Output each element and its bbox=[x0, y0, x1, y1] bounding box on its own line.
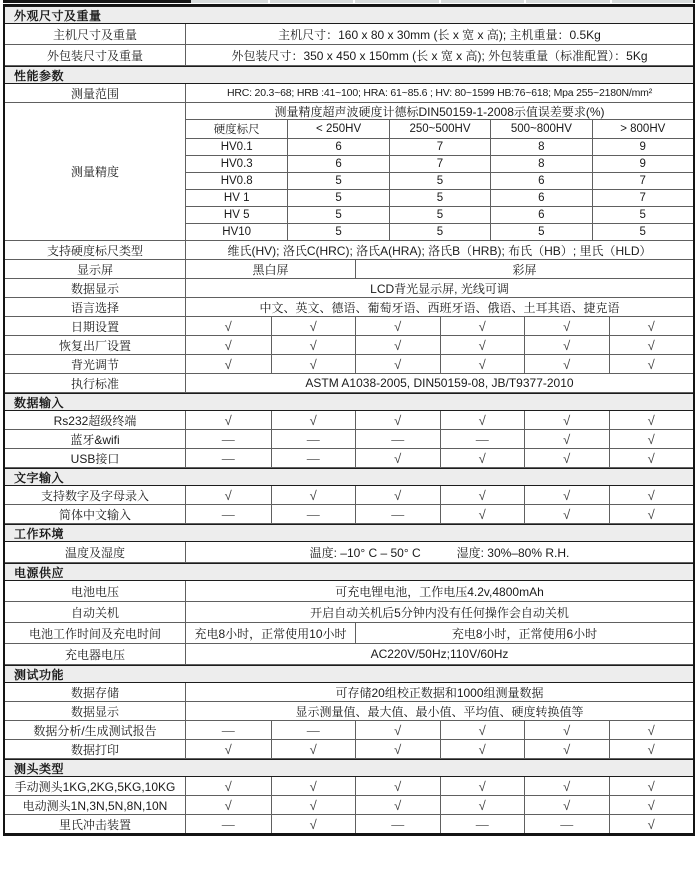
spec-row bbox=[5, 815, 693, 834]
check-mark-cell: √ bbox=[524, 317, 609, 335]
spec-row bbox=[5, 644, 693, 665]
spec-row bbox=[5, 411, 693, 430]
spec-row bbox=[5, 24, 693, 45]
spec-value-cell: 主机尺寸：160 x 80 x 30mm (长 x 宽 x 高); 主机重量：0.5Kg bbox=[278, 27, 601, 42]
spec-row-values bbox=[186, 623, 693, 643]
check-mark-cell: √ bbox=[440, 317, 525, 335]
spec-section-title: 测头类型 bbox=[14, 761, 65, 776]
spec-row bbox=[5, 449, 693, 468]
check-mark-cell: √ bbox=[609, 796, 694, 814]
spec-section-title: 电源供应 bbox=[14, 565, 65, 580]
check-mark-cell: √ bbox=[524, 449, 609, 467]
accuracy-header-cell: 500~800HV bbox=[490, 120, 591, 138]
spec-row-label: 恢复出厂设置 bbox=[5, 336, 186, 354]
check-mark-cell: √ bbox=[271, 486, 356, 504]
spec-row-label: USB接口 bbox=[5, 449, 186, 467]
spec-section-row bbox=[5, 6, 693, 24]
check-mark-cell: √ bbox=[609, 317, 694, 335]
spec-row-values bbox=[186, 602, 693, 622]
check-mark-cell: √ bbox=[524, 411, 609, 429]
dash-cell: — bbox=[221, 431, 235, 447]
accuracy-value-cell: 5 bbox=[592, 207, 693, 223]
check-mark-cell: √ bbox=[355, 486, 440, 504]
spec-value-cell: LCD背光显示屏, 光线可调 bbox=[370, 281, 509, 296]
spec-row bbox=[5, 45, 693, 66]
column-tick bbox=[268, 0, 270, 3]
check-mark-cell: √ bbox=[440, 740, 525, 758]
spec-row-values bbox=[186, 355, 693, 373]
spec-row-label: 测量精度 bbox=[5, 103, 186, 240]
spec-value-cell: 温度: –10° C – 50° C 湿度: 30%–80% R.H. bbox=[309, 545, 570, 560]
check-mark-cell: √ bbox=[224, 356, 232, 372]
check-mark-cell: √ bbox=[609, 449, 694, 467]
spec-row-label: 蓝牙&wifi bbox=[5, 430, 186, 448]
check-mark-cell: √ bbox=[440, 411, 525, 429]
spec-row bbox=[5, 623, 693, 644]
check-mark-cell: √ bbox=[224, 318, 232, 334]
spec-row-values bbox=[186, 430, 693, 448]
accuracy-header-cell: < 250HV bbox=[287, 120, 388, 138]
spec-row bbox=[5, 374, 693, 393]
spec-section-title: 数据输入 bbox=[14, 395, 65, 410]
spec-value-cell: 黑白屏 bbox=[252, 262, 289, 277]
accuracy-value-cell: 7 bbox=[389, 156, 490, 172]
spec-value-cell: ASTM A1038-2005, DIN50159-08, JB/T9377-2010 bbox=[305, 376, 574, 390]
spec-row-label: 数据分析/生成测试报告 bbox=[5, 721, 186, 739]
check-mark-cell: √ bbox=[609, 430, 694, 448]
spec-row-label: 日期设置 bbox=[5, 317, 186, 335]
spec-table bbox=[3, 4, 695, 836]
accuracy-value-cell: 5 bbox=[287, 173, 388, 189]
spec-row-values bbox=[186, 260, 693, 278]
spec-row-values bbox=[186, 542, 693, 562]
spec-value-cell: HRC: 20.3~68; HRB :41~100; HRA: 61~85.6 ; HV: 80~1599 HB:76~618; Mpa 255~2180N/mm² bbox=[226, 87, 653, 99]
check-mark-cell: √ bbox=[524, 355, 609, 373]
spec-value-cell: AC220V/50Hz;110V/60Hz bbox=[370, 647, 509, 661]
spec-value-cell: 充电8小时，正常使用10小时 bbox=[194, 626, 347, 641]
check-mark-cell: √ bbox=[524, 486, 609, 504]
accuracy-scale-cell: HV0.1 bbox=[220, 141, 253, 153]
spec-row bbox=[5, 355, 693, 374]
spec-row-label: 简体中文输入 bbox=[5, 505, 186, 523]
check-mark-cell: √ bbox=[224, 412, 232, 428]
accuracy-value-cell: 6 bbox=[287, 156, 388, 172]
spec-value-cell: 维氏(HV); 洛氏C(HRC); 洛氏A(HRA); 洛氏B（HRB); 布氏（HB）; 里氏（HLD） bbox=[227, 243, 652, 258]
spec-value-cell: 开启自动关机后5分钟内没有任何操作会自动关机 bbox=[310, 605, 569, 620]
spec-row-label: 背光调节 bbox=[5, 355, 186, 373]
accuracy-value-cell: 5 bbox=[287, 190, 388, 206]
spec-row-values bbox=[186, 374, 693, 392]
accuracy-value-cell: 8 bbox=[490, 139, 591, 155]
spec-row bbox=[5, 317, 693, 336]
spec-row-values bbox=[186, 84, 693, 102]
spec-row-values bbox=[186, 777, 693, 795]
check-mark-cell: √ bbox=[609, 355, 694, 373]
check-mark-cell: √ bbox=[524, 796, 609, 814]
spec-row-values bbox=[186, 815, 693, 833]
spec-value-cell: 可充电锂电池，工作电压4.2v,4800mAh bbox=[335, 584, 544, 599]
accuracy-data-row bbox=[186, 223, 693, 240]
spec-row-values bbox=[186, 796, 693, 814]
spec-row-label: 充电器电压 bbox=[5, 644, 186, 664]
spec-row bbox=[5, 298, 693, 317]
spec-value-cell: 中文、英文、德语、葡萄牙语、西班牙语、俄语、土耳其语、捷克语 bbox=[259, 300, 620, 315]
spec-row-values bbox=[186, 721, 693, 739]
spec-row bbox=[5, 777, 693, 796]
spec-row-values bbox=[186, 279, 693, 297]
spec-section-row bbox=[5, 563, 693, 581]
accuracy-scale-cell: HV 5 bbox=[223, 209, 250, 221]
spec-row-label: 温度及湿度 bbox=[5, 542, 186, 562]
spec-row-label: 自动关机 bbox=[5, 602, 186, 622]
spec-section-row bbox=[5, 524, 693, 542]
check-mark-cell: √ bbox=[271, 336, 356, 354]
check-mark-cell: √ bbox=[355, 411, 440, 429]
dash-cell: — bbox=[271, 721, 356, 739]
accuracy-scale-cell: HV10 bbox=[222, 226, 252, 238]
spec-row-values bbox=[186, 581, 693, 601]
dash-cell: — bbox=[221, 450, 235, 466]
dash-cell: — bbox=[271, 449, 356, 467]
spec-row-label: 显示屏 bbox=[5, 260, 186, 278]
dash-cell: — bbox=[221, 816, 235, 832]
accuracy-scale-cell: HV0.8 bbox=[220, 175, 253, 187]
spec-section-row bbox=[5, 665, 693, 683]
spec-row-values bbox=[186, 702, 693, 720]
spec-section-row bbox=[5, 468, 693, 486]
spec-row-values bbox=[186, 24, 693, 44]
spec-row-label: 电池电压 bbox=[5, 581, 186, 601]
check-mark-cell: √ bbox=[609, 777, 694, 795]
spec-row-label: 里氏冲击装置 bbox=[5, 815, 186, 833]
cropped-table-edge bbox=[3, 0, 695, 3]
spec-section-title: 工作环境 bbox=[14, 526, 65, 541]
spec-section-row bbox=[5, 393, 693, 411]
check-mark-cell: √ bbox=[355, 777, 440, 795]
dash-cell: — bbox=[271, 430, 356, 448]
accuracy-value-cell: 7 bbox=[389, 139, 490, 155]
accuracy-value-cell: 6 bbox=[490, 207, 591, 223]
spec-row-values bbox=[186, 298, 693, 316]
check-mark-cell: √ bbox=[440, 796, 525, 814]
spec-row-label: 主机尺寸及重量 bbox=[5, 24, 186, 44]
spec-row-label: 数据显示 bbox=[5, 702, 186, 720]
check-mark-cell: √ bbox=[271, 411, 356, 429]
spec-row-values bbox=[186, 644, 693, 664]
check-mark-cell: √ bbox=[271, 355, 356, 373]
spec-row-label: 数据显示 bbox=[5, 279, 186, 297]
check-mark-cell: √ bbox=[609, 740, 694, 758]
accuracy-table bbox=[186, 103, 693, 240]
cropped-cell-dark bbox=[3, 0, 191, 3]
column-tick bbox=[524, 0, 526, 3]
check-mark-cell: √ bbox=[524, 777, 609, 795]
check-mark-cell: √ bbox=[609, 721, 694, 739]
accuracy-data-row bbox=[186, 155, 693, 172]
accuracy-header-row bbox=[186, 119, 693, 138]
dash-cell: — bbox=[524, 815, 609, 833]
spec-value-cell: 外包装尺寸：350 x 450 x 150mm (长 x 宽 x 高); 外包装重量（标准配置）：5Kg bbox=[231, 48, 648, 63]
spec-row-label: 数据打印 bbox=[5, 740, 186, 758]
accuracy-data-row bbox=[186, 138, 693, 155]
spec-row-label: 数据存储 bbox=[5, 683, 186, 701]
spec-row bbox=[5, 241, 693, 260]
accuracy-value-cell: 9 bbox=[592, 156, 693, 172]
accuracy-value-cell: 5 bbox=[592, 224, 693, 240]
accuracy-value-cell: 6 bbox=[490, 190, 591, 206]
check-mark-cell: √ bbox=[524, 336, 609, 354]
spec-value-cell: 可存储20组校正数据和1000组测量数据 bbox=[335, 685, 544, 700]
check-mark-cell: √ bbox=[224, 487, 232, 503]
spec-row bbox=[5, 721, 693, 740]
dash-cell: — bbox=[440, 430, 525, 448]
spec-row-values bbox=[186, 411, 693, 429]
accuracy-value-cell: 5 bbox=[389, 207, 490, 223]
accuracy-value-cell: 5 bbox=[490, 224, 591, 240]
accuracy-value-cell: 7 bbox=[592, 173, 693, 189]
accuracy-value-cell: 5 bbox=[287, 224, 388, 240]
check-mark-cell: √ bbox=[355, 449, 440, 467]
spec-row-label: 手动测头1KG,2KG,5KG,10KG bbox=[5, 777, 186, 795]
spec-section-row bbox=[5, 66, 693, 84]
check-mark-cell: √ bbox=[440, 336, 525, 354]
check-mark-cell: √ bbox=[609, 486, 694, 504]
spec-row bbox=[5, 486, 693, 505]
spec-row bbox=[5, 336, 693, 355]
spec-row-label: 外包装尺寸及重量 bbox=[5, 45, 186, 65]
spec-row-values bbox=[186, 45, 693, 65]
check-mark-cell: √ bbox=[440, 505, 525, 523]
spec-row bbox=[5, 84, 693, 103]
accuracy-value-cell: 5 bbox=[389, 173, 490, 189]
check-mark-cell: √ bbox=[524, 740, 609, 758]
spec-row-label: Rs232超级终端 bbox=[5, 411, 186, 429]
check-mark-cell: √ bbox=[524, 430, 609, 448]
spec-row bbox=[5, 702, 693, 721]
check-mark-cell: √ bbox=[224, 337, 232, 353]
accuracy-data-row bbox=[186, 189, 693, 206]
check-mark-cell: √ bbox=[224, 741, 232, 757]
spec-section-title: 文字输入 bbox=[14, 470, 65, 485]
spec-row-values bbox=[186, 740, 693, 758]
accuracy-value-cell: 5 bbox=[389, 224, 490, 240]
check-mark-cell: √ bbox=[224, 797, 232, 813]
check-mark-cell: √ bbox=[355, 740, 440, 758]
check-mark-cell: √ bbox=[271, 796, 356, 814]
check-mark-cell: √ bbox=[440, 721, 525, 739]
accuracy-value-cell: 5 bbox=[287, 207, 388, 223]
spec-row-label: 电动测头1N,3N,5N,8N,10N bbox=[5, 796, 186, 814]
accuracy-note: 测量精度超声波硬度计德标DIN50159-1-2008示值误差要求(%) bbox=[274, 104, 605, 119]
dash-cell: — bbox=[355, 815, 440, 833]
check-mark-cell: √ bbox=[609, 411, 694, 429]
accuracy-value-cell: 9 bbox=[592, 139, 693, 155]
check-mark-cell: √ bbox=[355, 336, 440, 354]
spec-row bbox=[5, 796, 693, 815]
spec-value-cell: 彩屏 bbox=[355, 260, 693, 278]
spec-row-label: 执行标准 bbox=[5, 374, 186, 392]
spec-row-label: 电池工作时间及充电时间 bbox=[5, 623, 186, 643]
check-mark-cell: √ bbox=[355, 317, 440, 335]
spec-row bbox=[5, 505, 693, 524]
spec-row-label: 支持硬度标尺类型 bbox=[5, 241, 186, 259]
check-mark-cell: √ bbox=[355, 796, 440, 814]
check-mark-cell: √ bbox=[355, 355, 440, 373]
spec-row-values bbox=[186, 683, 693, 701]
spec-row-values bbox=[186, 505, 693, 523]
accuracy-value-cell: 6 bbox=[490, 173, 591, 189]
check-mark-cell: √ bbox=[224, 778, 232, 794]
check-mark-cell: √ bbox=[271, 777, 356, 795]
spec-value-cell: 充电8小时，正常使用6小时 bbox=[355, 623, 693, 643]
dash-cell: — bbox=[221, 722, 235, 738]
cropped-edge-right bbox=[693, 0, 695, 3]
spec-row bbox=[5, 740, 693, 759]
spec-row-label: 测量范围 bbox=[5, 84, 186, 102]
spec-row bbox=[5, 581, 693, 602]
spec-value-cell: 显示测量值、最大值、最小值、平均值、硬度转换值等 bbox=[295, 704, 584, 719]
accuracy-header-cell: 250~500HV bbox=[389, 120, 490, 138]
spec-section-title: 外观尺寸及重量 bbox=[14, 8, 102, 23]
column-tick bbox=[439, 0, 441, 3]
check-mark-cell: √ bbox=[271, 317, 356, 335]
column-tick bbox=[610, 0, 612, 3]
accuracy-note-row bbox=[186, 103, 693, 119]
spec-row bbox=[5, 260, 693, 279]
spec-row bbox=[5, 430, 693, 449]
dash-cell: — bbox=[355, 505, 440, 523]
check-mark-cell: √ bbox=[440, 449, 525, 467]
accuracy-header-cell: 硬度标尺 bbox=[213, 124, 260, 136]
dash-cell: — bbox=[221, 506, 235, 522]
accuracy-value-cell: 7 bbox=[592, 190, 693, 206]
dash-cell: — bbox=[440, 815, 525, 833]
spec-row-label: 语言选择 bbox=[5, 298, 186, 316]
accuracy-group-row bbox=[5, 103, 693, 241]
check-mark-cell: √ bbox=[440, 355, 525, 373]
accuracy-scale-cell: HV 1 bbox=[223, 192, 250, 204]
accuracy-data-row bbox=[186, 206, 693, 223]
dash-cell: — bbox=[355, 430, 440, 448]
check-mark-cell: √ bbox=[609, 815, 694, 833]
accuracy-header-cell: > 800HV bbox=[592, 120, 693, 138]
accuracy-value-cell: 6 bbox=[287, 139, 388, 155]
spec-row-values bbox=[186, 241, 693, 259]
check-mark-cell: √ bbox=[271, 815, 356, 833]
dash-cell: — bbox=[271, 505, 356, 523]
check-mark-cell: √ bbox=[609, 336, 694, 354]
spec-row-label: 支持数字及字母录入 bbox=[5, 486, 186, 504]
check-mark-cell: √ bbox=[440, 486, 525, 504]
check-mark-cell: √ bbox=[524, 505, 609, 523]
spec-section-row bbox=[5, 759, 693, 777]
spec-row-values bbox=[186, 317, 693, 335]
spec-row bbox=[5, 542, 693, 563]
check-mark-cell: √ bbox=[440, 777, 525, 795]
check-mark-cell: √ bbox=[355, 721, 440, 739]
accuracy-value-cell: 5 bbox=[389, 190, 490, 206]
accuracy-data-row bbox=[186, 172, 693, 189]
accuracy-value-cell: 8 bbox=[490, 156, 591, 172]
check-mark-cell: √ bbox=[524, 721, 609, 739]
column-tick bbox=[353, 0, 355, 3]
spec-row-values bbox=[186, 486, 693, 504]
spec-row bbox=[5, 683, 693, 702]
check-mark-cell: √ bbox=[271, 740, 356, 758]
spec-row bbox=[5, 602, 693, 623]
spec-row-values bbox=[186, 336, 693, 354]
spec-row-values bbox=[186, 449, 693, 467]
check-mark-cell: √ bbox=[609, 505, 694, 523]
spec-section-title: 测试功能 bbox=[14, 667, 65, 682]
spec-row bbox=[5, 279, 693, 298]
spec-section-title: 性能参数 bbox=[14, 68, 65, 83]
accuracy-scale-cell: HV0.3 bbox=[220, 158, 253, 170]
